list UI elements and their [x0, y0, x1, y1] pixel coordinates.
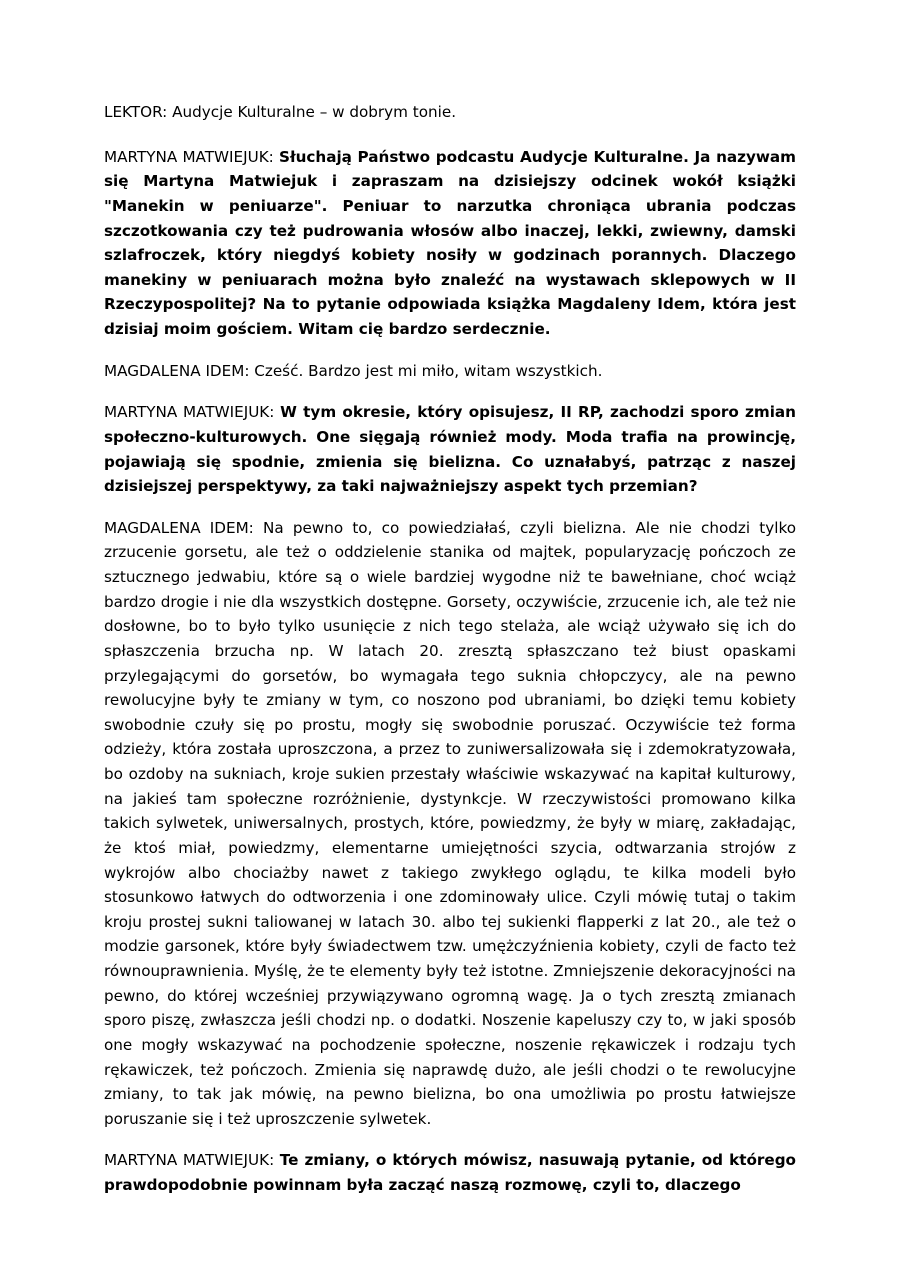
paragraph-text: Cześć. Bardzo jest mi miło, witam wszystkich.: [254, 361, 603, 380]
paragraph-question: [104, 400, 796, 499]
speaker-label: MARTYNA MATWIEJUK:: [104, 147, 279, 166]
speaker-label: MARTYNA MATWIEJUK:: [104, 403, 281, 422]
speaker-label: MAGDALENA IDEM:: [104, 518, 263, 537]
paragraph-answer: [104, 359, 796, 384]
document-body: [104, 100, 796, 1198]
paragraph-text: Te zmiany, o których mówisz, nasuwają pytanie, od którego prawdopodobnie powinnam była zacząć naszą rozmowę, czyli to, dlaczego: [104, 1151, 796, 1194]
paragraph-text: Słuchają Państwo podcastu Audycje Kulturalne. Ja nazywam się Martyna Matwiejuk i zapraszam na dzisiejszy odcinek wokół książki "Manekin w peniuarze". Peniuar to narzutka chroniąca ubrania podczas szczotkowania czy też pudrowania włosów albo inaczej, lekki, zwiewny, damski szlafroczek, który niegdyś kobiety nosiły w godzinach porannych. Dlaczego manekiny w peniuarach można było znaleźć na wystawach sklepowych w II Rzeczypospolitej? Na to pytanie odpowiada książka Magdaleny Idem, która jest dzisiaj moim gościem. Witam cię bardzo serdecznie.: [104, 147, 796, 338]
paragraph-question: [104, 145, 796, 342]
speaker-label: LEKTOR:: [104, 103, 173, 121]
speaker-label: MAGDALENA IDEM:: [104, 361, 255, 380]
paragraph-text: Audycje Kulturalne – w dobrym tonie.: [172, 103, 457, 121]
paragraph-answer: [104, 516, 796, 1132]
paragraph-narration: [104, 100, 796, 125]
paragraph-text: W tym okresie, który opisujesz, II RP, zachodzi sporo zmian społeczno-kulturowych. One sięgają również mody. Moda trafia na prowincję, pojawiają się spodnie, zmienia się bielizna. Co uznałabyś, patrząc z naszej dzisiejszej perspektywy, za taki najważniejszy aspekt tych przemian?: [104, 403, 796, 496]
speaker-label: MARTYNA MATWIEJUK:: [104, 1151, 280, 1170]
paragraph-question: [104, 1148, 796, 1197]
paragraph-text: Na pewno to, co powiedziałaś, czyli bielizna. Ale nie chodzi tylko zrzucenie gorsetu, ale też o oddzielenie stanika od majtek, popularyzację pończoch ze sztucznego jedwabiu, które są o wiele bardziej wygodne niż te bawełniane, choć wciąż bardzo drogie i nie dla wszystkich dostępne. Gorsety, oczywiście, zrzucenie ich, ale też nie dosłowne, bo to było tylko usunięcie z nich tego stelaża, ale wciąż używało się ich do spłaszczenia brzucha np. W latach 20. zresztą spłaszczano też biust opaskami przylegającymi do gorsetów, bo wymagała tego suknia chłopczycy, ale na pewno rewolucyjne były te zmiany w tym, co noszono pod ubraniami, bo dzięki temu kobiety swobodnie czuły się po prostu, mogły się swobodnie poruszać. Oczywiście też forma odzieży, która została uproszczona, a przez to zuniwersalizowała się i zdemokratyzowała, bo ozdoby na sukniach, kroje sukien przestały właściwie wskazywać na kapitał kulturowy, na jakieś tam społeczne rozróżnienie, dystynkcje. W rzeczywistości promowano kilka takich sylwetek, uniwersalnych, prostych, które, powiedzmy, że były w miarę, zakładając, że ktoś miał, powiedzmy, elementarne umiejętności szycia, odtwarzania strojów z wykrojów albo chociażby nawet z takiego zwykłego oglądu, te kilka modeli było stosunkowo łatwych do odtworzenia i one zdominowały ulice. Czyli mówię tutaj o takim kroju prostej sukni taliowanej w latach 30. albo tej sukienki flapperki z lat 20., ale też o modzie garsonek, które były świadectwem tzw. umężczyźnienia kobiety, czyli de facto też równouprawnienia. Myślę, że te elementy były też istotne. Zmniejszenie dekoracyjności na pewno, do której wcześniej przywiązywano ogromną wagę. Ja o tych zresztą zmianach sporo piszę, zwłaszcza jeśli chodzi np. o dodatki. Noszenie kapeluszy czy to, w jaki sposób one mogły wskazywać na pochodzenie społeczne, noszenie rękawiczek i rodzaju tych rękawiczek, też pończoch. Zmienia się naprawdę dużo, ale jeśli chodzi o te rewolucyjne zmiany, to tak jak mówię, na pewno bielizna, bo ona umożliwia po prostu łatwiejsze poruszanie się i też uproszczenie sylwetek.: [104, 518, 797, 1128]
